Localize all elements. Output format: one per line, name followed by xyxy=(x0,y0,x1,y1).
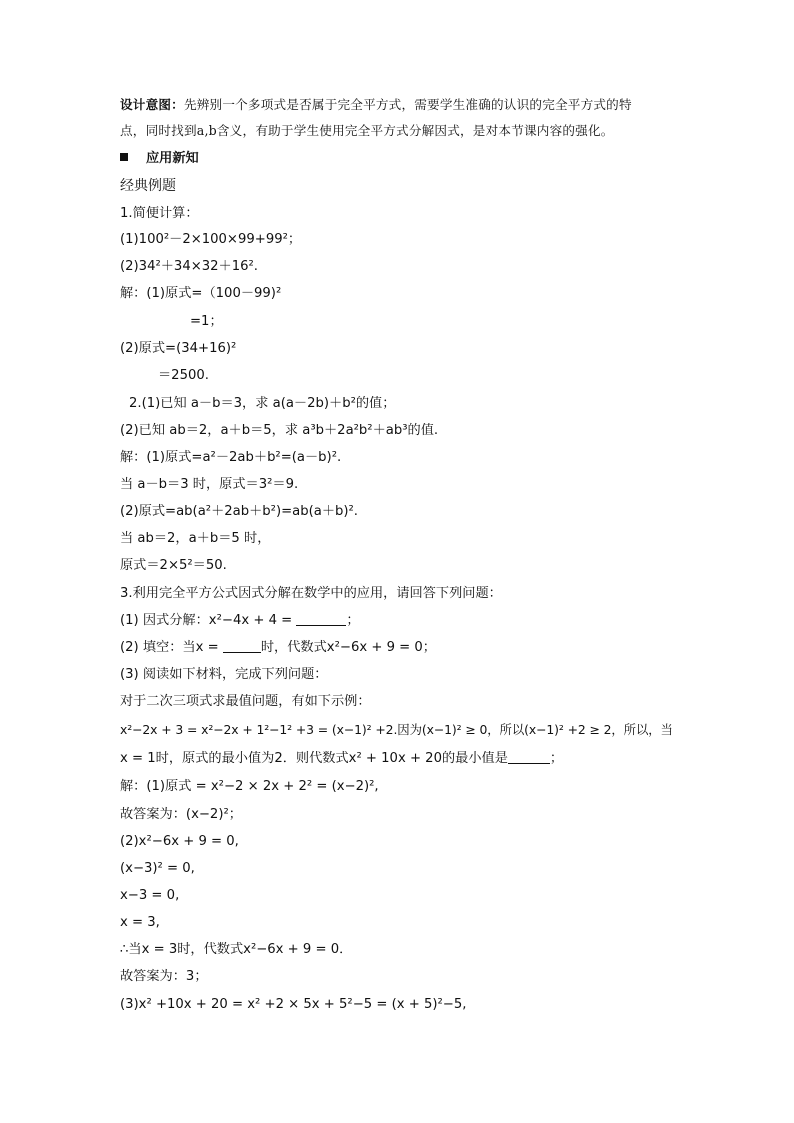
text-segment: (2) 填空：当x = xyxy=(120,640,219,655)
text-line: 解：(1)原式=a²－2ab＋b²=(a－b)². xyxy=(120,450,342,465)
section-heading xyxy=(120,150,199,168)
text-line: 2.(1)已知 a－b＝3，求 a(a－2b)＋b²的值； xyxy=(129,396,396,411)
text-line: ∴当x = 3时，代数式x²−6x + 9 = 0． xyxy=(120,942,353,957)
text-line: (3) 阅读如下材料，完成下列问题： xyxy=(120,667,328,682)
design-intent-label: 设计意图： xyxy=(120,97,184,112)
text-line: (2)已知 ab＝2，a＋b＝5，求 a³b＋2a²b²＋ab³的值. xyxy=(120,423,439,438)
text-line xyxy=(120,750,563,768)
text-line: ＝2500. xyxy=(158,368,209,383)
text-segment: (1) 因式分解：x²−4x + 4 = xyxy=(120,613,293,628)
text-line: (1)100²－2×100×99+99²； xyxy=(120,232,302,247)
text-line xyxy=(120,639,436,657)
text-line: 故答案为：(x−2)²； xyxy=(120,807,242,822)
subtitle: 经典例题 xyxy=(120,178,176,194)
answer-blank xyxy=(296,612,346,626)
text-line: 对于二次三项式求最值问题，有如下示例： xyxy=(120,694,371,709)
text-line: (2)原式=(34+16)² xyxy=(120,341,237,356)
answer-blank xyxy=(508,750,550,764)
design-intent-line-2: 点，同时找到a,b含义，有助于学生使用完全平方式分解因式，是对本节课内容的强化。 xyxy=(120,123,614,138)
text-line: (2)34²＋34×32＋16². xyxy=(120,259,258,274)
text-line: =1； xyxy=(190,314,223,329)
design-intent-text-1: 先辨别一个多项式是否属于完全平方式，需要学生准确的认识的完全平方式的特 xyxy=(183,97,632,112)
text-line: 1.简便计算： xyxy=(120,206,199,221)
text-line: (2)原式=ab(a²＋2ab＋b²)=ab(a＋b)². xyxy=(120,504,358,519)
text-line: x−3 = 0, xyxy=(120,888,180,903)
text-line: 当 a－b＝3 时，原式＝3²＝9. xyxy=(120,477,299,492)
text-line xyxy=(120,612,360,630)
text-line: 故答案为：3； xyxy=(120,969,208,984)
text-segment: ； xyxy=(549,751,564,766)
text-line: (3)x² +10x + 20 = x² +2 × 5x + 5²−5 = (x + 5)²−5, xyxy=(120,997,467,1012)
text-line: 解：(1)原式=（100－99)² xyxy=(120,286,282,301)
text-line: 原式＝2×5²＝50. xyxy=(120,558,227,573)
text-line: (2)x²−6x + 9 = 0, xyxy=(120,834,239,849)
text-line: x²−2x + 3 = x²−2x + 1²−1² +3 = (x−1)² +2.因为(x−1)² ≥ 0，所以(x−1)² +2 ≥ 2，所以，当 xyxy=(120,722,673,737)
text-segment: ； xyxy=(346,613,360,628)
text-segment: x = 1时，原式的最小值为2．则代数式x² + 10x + 20的最小值是 xyxy=(120,751,508,766)
text-line: 解：(1)原式 = x²−2 × 2x + 2² = (x−2)², xyxy=(120,779,379,794)
text-line: 当 ab＝2，a＋b＝5 时， xyxy=(120,531,271,546)
text-line: x = 3, xyxy=(120,915,160,930)
text-segment: 时，代数式x²−6x + 9 = 0； xyxy=(260,640,436,655)
answer-blank xyxy=(223,639,261,653)
section-title: 应用新知 xyxy=(146,151,199,166)
text-line: (x−3)² = 0, xyxy=(120,861,195,876)
square-bullet-icon xyxy=(120,153,128,161)
text-line: 3.利用完全平方公式因式分解在数学中的应用，请回答下列问题： xyxy=(120,586,502,601)
design-intent-line-1 xyxy=(120,96,632,114)
